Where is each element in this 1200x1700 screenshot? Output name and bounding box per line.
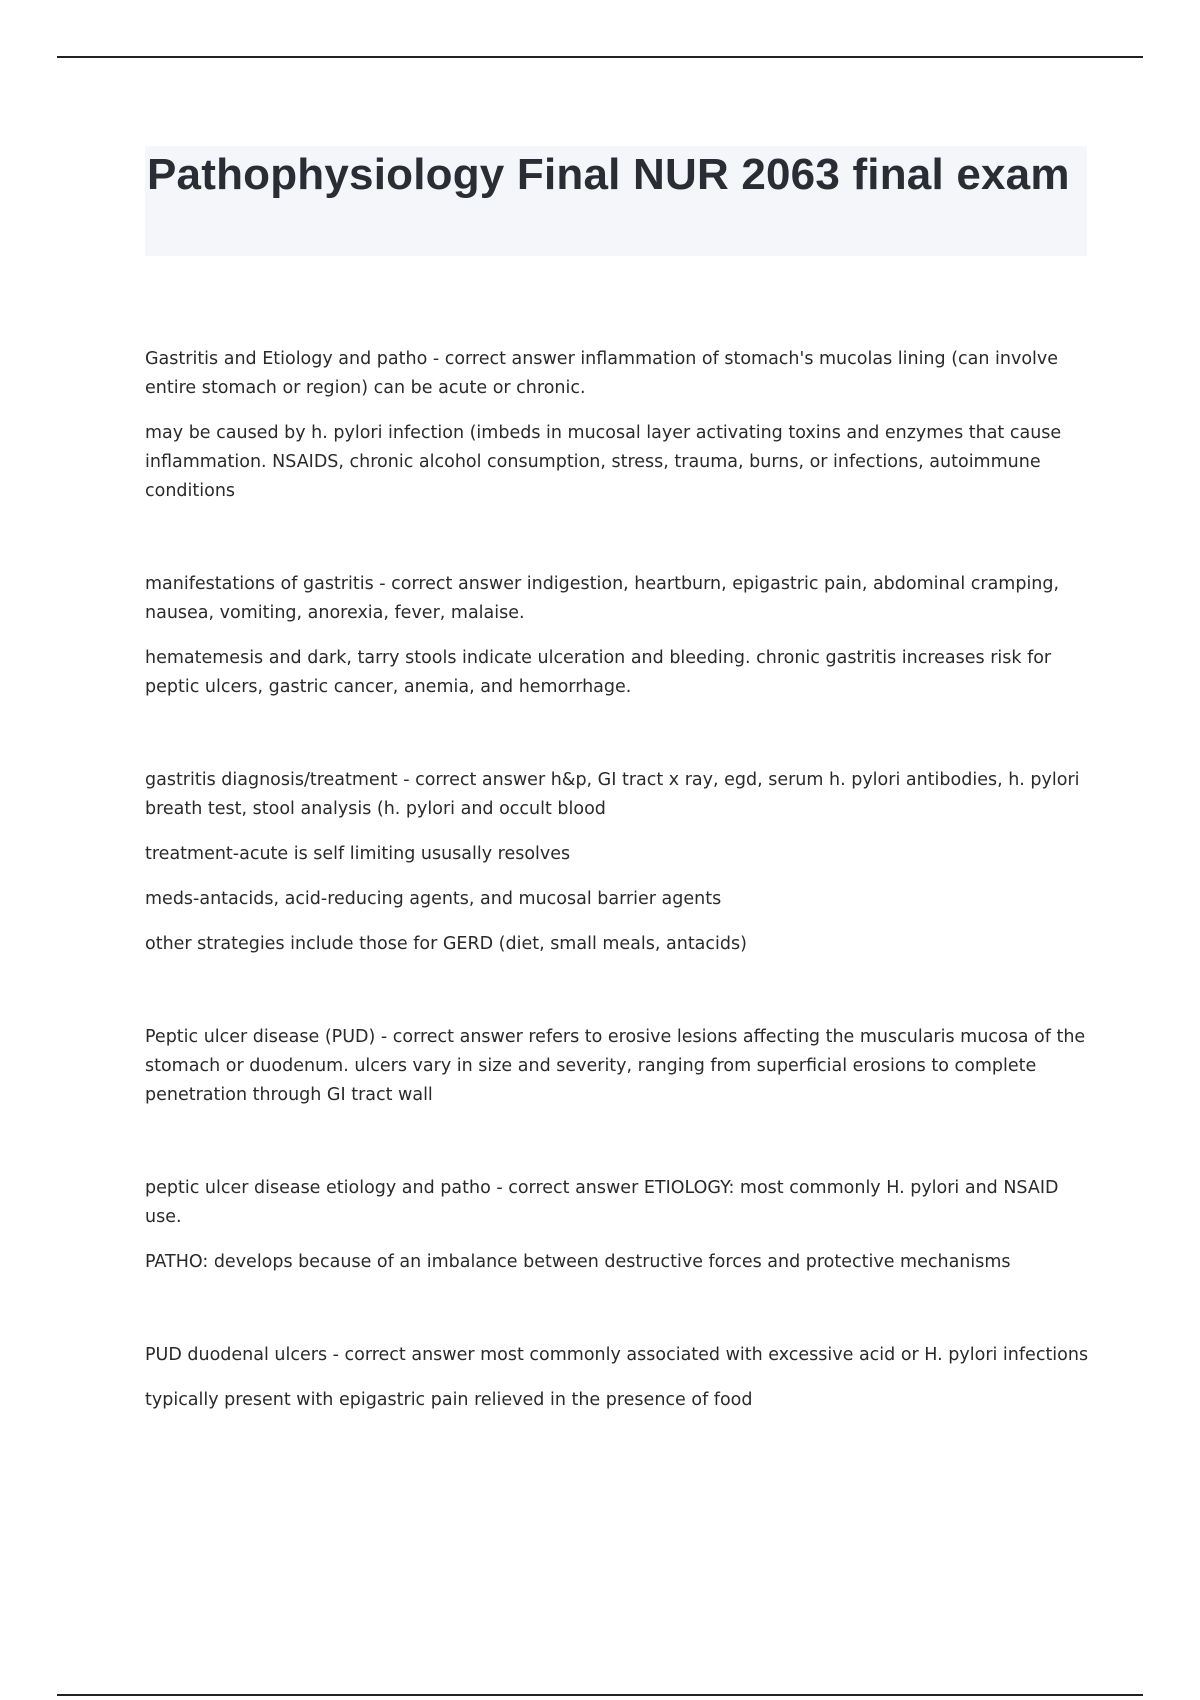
card-paragraph: gastritis diagnosis/treatment - correct answer h&p, GI tract x ray, egd, serum h. pylori antibodies, h. pylori breath test, stool analysis (h. pylori and occult blood	[145, 770, 1080, 819]
card-paragraph: Gastritis and Etiology and patho - correct answer inflammation of stomach's mucolas lining (can involve entire stomach or region) can be acute or chronic.	[145, 349, 1059, 398]
flashcard-gastritis-manifestations	[145, 570, 1090, 702]
card-paragraph: hematemesis and dark, tarry stools indicate ulceration and bleeding. chronic gastritis increases risk for peptic ulcers, gastric cancer, anemia, and hemorrhage.	[145, 648, 1052, 697]
card-paragraph: manifestations of gastritis - correct answer indigestion, heartburn, epigastric pain, abdominal cramping, nausea, vomiting, anorexia, fever, malaise.	[145, 574, 1060, 623]
flashcard-list	[145, 345, 1090, 1415]
card-paragraph: PUD duodenal ulcers - correct answer most commonly associated with excessive acid or H. pylori infections	[145, 1345, 1089, 1365]
card-paragraph: peptic ulcer disease etiology and patho - correct answer ETIOLOGY: most commonly H. pylori and NSAID use.	[145, 1178, 1059, 1227]
card-paragraph: Peptic ulcer disease (PUD) - correct answer refers to erosive lesions affecting the muscularis mucosa of the stomach or duodenum. ulcers vary in size and severity, ranging from superficial erosions to complete penetration through GI tract wall	[145, 1027, 1086, 1105]
flashcard-gastritis-etiology	[145, 345, 1090, 506]
page-title: Pathophysiology Final NUR 2063 final exam	[147, 150, 1070, 199]
top-rule	[57, 56, 1143, 58]
card-paragraph: typically present with epigastric pain relieved in the presence of food	[145, 1390, 753, 1410]
card-paragraph: PATHO: develops because of an imbalance between destructive forces and protective mechanisms	[145, 1252, 1011, 1272]
flashcard-pud-etiology	[145, 1174, 1090, 1277]
card-paragraph: treatment-acute is self limiting ususally resolves	[145, 844, 571, 864]
flashcard-pud-definition	[145, 1023, 1090, 1110]
card-paragraph: other strategies include those for GERD (diet, small meals, antacids)	[145, 934, 747, 954]
flashcard-gastritis-diagnosis	[145, 766, 1090, 959]
flashcard-pud-duodenal	[145, 1341, 1090, 1415]
card-paragraph: meds-antacids, acid-reducing agents, and mucosal barrier agents	[145, 889, 722, 909]
title-block	[145, 146, 1087, 256]
card-paragraph: may be caused by h. pylori infection (imbeds in mucosal layer activating toxins and enzymes that cause inflammation. NSAIDS, chronic alcohol consumption, stress, trauma, burns, or infections, autoimmune conditions	[145, 423, 1062, 501]
bottom-rule	[57, 1694, 1143, 1696]
